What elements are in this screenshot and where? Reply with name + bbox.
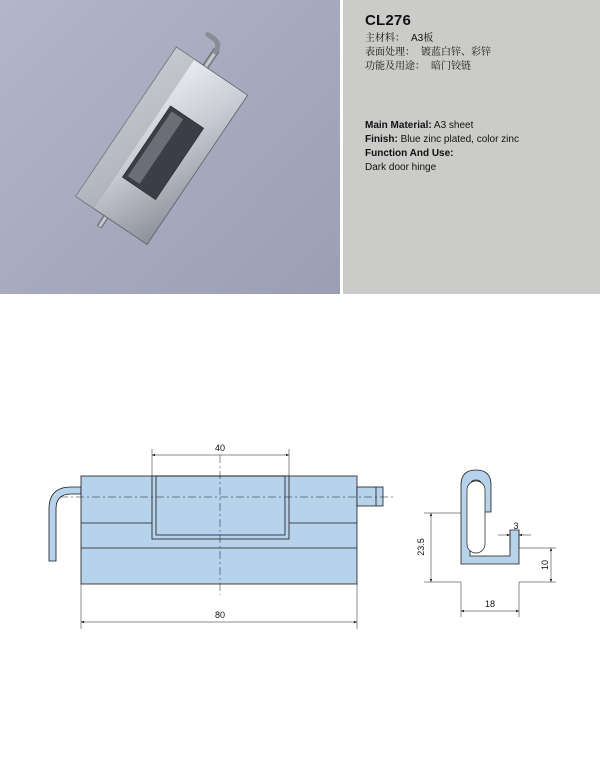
- dim-hook-width: 18: [484, 599, 496, 609]
- spec-panel: [343, 0, 600, 294]
- front-view: [49, 449, 396, 629]
- dim-height: 23.5: [416, 538, 426, 556]
- en-finish-line: [365, 133, 594, 147]
- spec-cn-block: [365, 12, 592, 74]
- technical-drawing: [0, 295, 600, 782]
- model-number: CL276: [365, 12, 412, 29]
- cn-function-value: 暗门铰链: [431, 61, 471, 72]
- dim-overall-length: 80: [214, 610, 226, 620]
- cn-finish-line: [365, 46, 592, 60]
- cn-material-value: A3板: [411, 33, 434, 44]
- product-photo-panel: [0, 0, 340, 294]
- cn-finish-label: 表面处理：: [365, 47, 415, 58]
- en-function-line: [365, 147, 594, 161]
- dim-thickness: 3: [513, 521, 519, 531]
- right-pin: [357, 487, 383, 506]
- cn-function-label: 功能及用途：: [365, 61, 425, 72]
- hinge-photo: [0, 0, 340, 294]
- cn-material-line: [365, 32, 592, 46]
- slot-outline: [152, 476, 289, 539]
- en-material-value: A3 sheet: [433, 120, 474, 131]
- cn-function-line: [365, 60, 592, 74]
- en-finish-value: Blue zinc plated, color zinc: [400, 134, 519, 145]
- dim-slot-width: 40: [214, 443, 226, 453]
- en-function-label: Function And Use:: [365, 148, 454, 159]
- cn-finish-value: 镀蓝白锌、彩锌: [421, 47, 491, 58]
- en-material-line: [365, 119, 594, 133]
- en-function-value: Dark door hinge: [365, 162, 437, 173]
- en-finish-label: Finish:: [365, 134, 398, 145]
- en-function-value-line: [365, 161, 594, 175]
- dim-hook-height: 10: [540, 559, 550, 571]
- cn-material-label: 主材料：: [365, 33, 405, 44]
- side-view: [424, 470, 556, 617]
- en-material-label: Main Material:: [365, 120, 432, 131]
- left-hook-pin: [49, 487, 81, 561]
- spec-en-block: [365, 119, 594, 175]
